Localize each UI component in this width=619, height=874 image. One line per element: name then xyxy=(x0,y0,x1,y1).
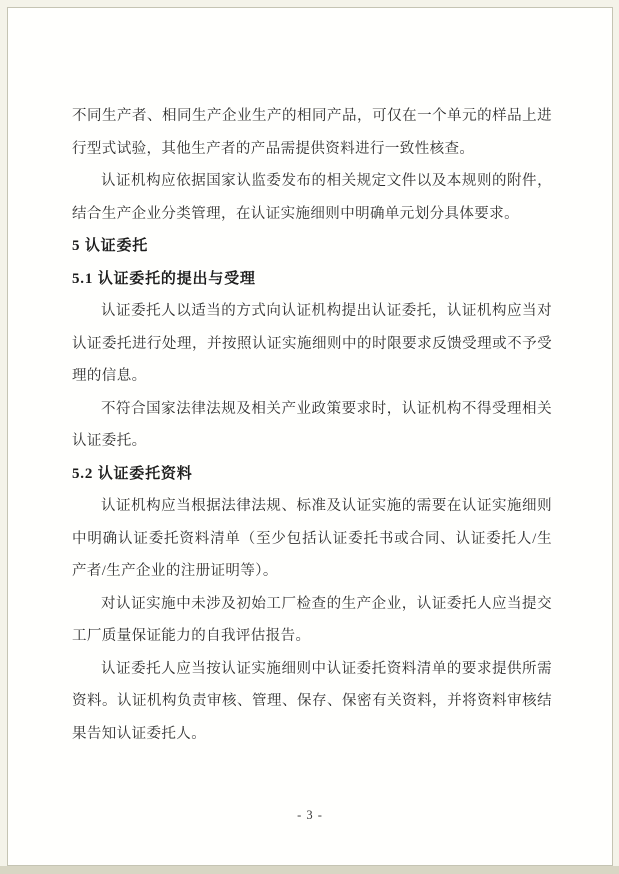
document-page xyxy=(7,7,613,866)
section-5-1-heading: 5.1 认证委托的提出与受理 xyxy=(72,270,256,287)
paragraph-materials-provision: 认证委托人应当按认证实施细则中认证委托资料清单的要求提供所需资料。认证机构负责审核、管理、保存、保密有关资料，并将资料审核结果告知认证委托人。 xyxy=(72,660,552,742)
section-5-heading: 5 认证委托 xyxy=(72,238,149,254)
paragraph-non-compliance: 不符合国家法律法规及相关产业政策要求时，认证机构不得受理相关认证委托。 xyxy=(72,400,552,449)
paragraph-application-materials-list: 认证机构应当根据法律法规、标准及认证实施的需要在认证实施细则中明确认证委托资料清单（至少包括认证委托书或合同、认证委托人/生产者/生产企业的注册证明等）。 xyxy=(72,498,552,579)
page-bottom-edge xyxy=(0,866,619,874)
page-number: - 3 - xyxy=(297,808,323,822)
paragraph-application-submission: 认证委托人以适当的方式向认证机构提出认证委托，认证机构应当对认证委托进行处理，并按照认证实施细则中的时限要求反馈受理或不予受理的信息。 xyxy=(72,303,552,384)
paragraph-unit-division-requirements: 认证机构应依据国家认监委发布的相关规定文件以及本规则的附件，结合生产企业分类管理，在认证实施细则中明确单元划分具体要求。 xyxy=(72,173,552,222)
paragraph-self-evaluation-report: 对认证实施中未涉及初始工厂检查的生产企业，认证委托人应当提交工厂质量保证能力的自我评估报告。 xyxy=(72,595,552,644)
document-content xyxy=(72,100,552,750)
paragraph-unit-continuation: 不同生产者、相同生产企业生产的相同产品，可仅在一个单元的样品上进行型式试验，其他生产者的产品需提供资料进行一致性核查。 xyxy=(72,108,552,157)
section-5-2-heading: 5.2 认证委托资料 xyxy=(72,465,193,482)
